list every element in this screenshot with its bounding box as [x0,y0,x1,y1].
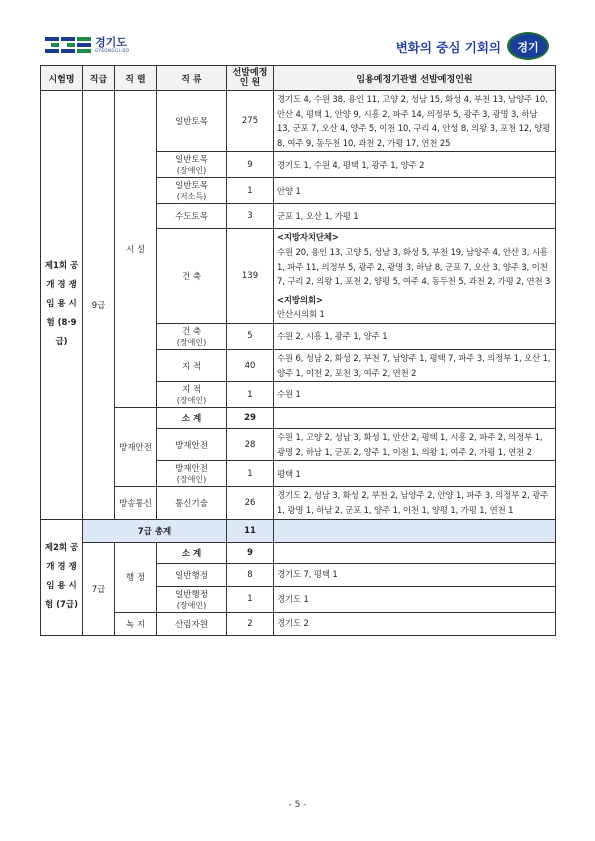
series-cell: 시 설 [115,91,157,408]
count-cell: 28 [227,429,274,461]
series-cell: 방송통신 [115,487,157,519]
series-cell: 행 정 [115,542,157,612]
agency-list [274,229,556,324]
agency-list: 수원 2, 시흥 1, 광주 1, 양주 1 [274,323,556,349]
type-cell: 일반행정 [157,563,227,586]
subtotal-label: 소 계 [157,408,227,429]
total-row [41,519,556,542]
count-cell: 1 [227,586,274,612]
col-header: 직급 [83,66,115,91]
agency-group-heading: <지방자치단체> [277,232,339,243]
type-cell: 방재안전 [157,429,227,461]
grade-cell: 9급 [83,91,115,520]
agency-list: 평택 1 [274,461,556,487]
subtotal-count: 9 [227,542,274,563]
type-cell: 일반토목 (저소득) [157,178,227,204]
exam-name: 제2회 공 개 경 쟁 임 용 시 험 (7급) [41,519,83,635]
agency-group-heading: <지방의회> [277,294,323,305]
slogan-text: 변화의 중심 기회의 [395,40,501,55]
type-cell: 일반토목 (장애인) [157,152,227,178]
type-cell: 건 축 (장애인) [157,323,227,349]
table-row [41,91,556,152]
type-cell: 일반토목 [157,91,227,152]
series-cell: 녹 지 [115,612,157,635]
agency-list: 수원 1, 고양 2, 성남 3, 화성 1, 안산 2, 평택 1, 시흥 2, 파주 2, 의정부 1, 광명 2, 하남 1, 군포 2, 양주 1, 이천 1, 의왕 1, 여주 2, 가평 1, 연천 2 [274,429,556,461]
count-cell: 275 [227,91,274,152]
type-cell: 통신기술 [157,487,227,519]
agency-list: 수원 6, 성남 2, 화성 2, 부천 7, 남양주 1, 평택 7, 파주 3, 의정부 1, 오산 1, 양주 1, 이천 2, 포천 3, 여주 2, 연천 2 [274,349,556,381]
agency-list: 경기도 2, 성남 3, 화성 2, 부천 2, 남양주 2, 안양 1, 파주 3, 의정부 2, 광주 1, 광명 1, 하남 2, 군포 1, 양주 1, 이천 1, 양평 1, 가평 1, 연천 1 [274,487,556,519]
slogan-badge [505,32,551,62]
count-cell: 5 [227,323,274,349]
subtotal-row [41,542,556,563]
agency-list: 경기도 7, 평택 1 [274,563,556,586]
subtotal-row [41,408,556,429]
count-cell: 3 [227,204,274,229]
empty-cell [274,542,556,563]
grade-cell: 7급 [83,542,115,635]
count-cell: 1 [227,382,274,408]
type-cell: 일반행정 (장애인) [157,586,227,612]
type-cell: 지 적 (장애인) [157,382,227,408]
table-row [41,612,556,635]
agency-list: 경기도 4, 수원 38, 용인 11, 고양 2, 성남 15, 화성 4, 부천 13, 남양주 10, 안산 4, 평택 1, 안양 9, 시흥 2, 파주 14, 의정부 5, 광주 3, 광명 3, 하남 13, 군포 7, 오산 4, 양주 5, 이천 10, 구리 4, 안성 8, 의왕 3, 포천 12, 양평 8, 여주 9, 동두천 10, 과천 2, 가평 17, 연천 25 [274,91,556,152]
count-cell: 8 [227,563,274,586]
count-cell: 40 [227,349,274,381]
logo-text: 경기도 [95,36,127,49]
col-header: 시험명 [41,66,83,91]
count-cell: 9 [227,152,274,178]
gyeonggi-logo [45,34,130,56]
table-header-row [41,66,556,91]
slogan [396,32,551,62]
agency-list: 군포 1, 오산 1, 가평 1 [274,204,556,229]
type-cell: 방재안전 (장애인) [157,461,227,487]
subtotal-label: 소 계 [157,542,227,563]
agency-list-text: 수원 20, 용인 13, 고양 5, 성남 3, 화성 5, 부천 19, 남양주 4, 안산 3, 시흥 1, 파주 11, 의정부 5, 광주 2, 광명 3, 하남 8, 군포 7, 오산 3, 양주 3, 이천 7, 구리 2, 의왕 1, 포천 2, 양평 5, 여주 4, 동두천 5, 과천 2, 가평 2, 연천 3 [277,246,551,287]
agency-list: 경기도 1 [274,586,556,612]
recruitment-table [40,65,556,636]
col-header: 직 렬 [115,66,157,91]
count-cell: 26 [227,487,274,519]
logo-mark-icon [45,37,91,53]
total-label: 7급 총계 [83,519,227,542]
agency-list: 안양 1 [274,178,556,204]
empty-cell [274,519,556,542]
agency-list-text: 안산시의회 1 [277,309,325,320]
agency-list: 수원 1 [274,382,556,408]
total-count: 11 [227,519,274,542]
agency-list: 경기도 1, 수원 4, 평택 1, 광주 1, 양주 2 [274,152,556,178]
col-header: 직 류 [157,66,227,91]
series-cell: 방재안전 [115,408,157,487]
count-cell: 1 [227,178,274,204]
count-cell: 1 [227,461,274,487]
col-header: 임용예정기관별 선발예정인원 [274,66,556,91]
type-cell: 건 축 [157,229,227,324]
count-cell: 139 [227,229,274,324]
exam-name: 제1회 공 개 경 쟁 임 용 시 험 (8·9급) [41,91,83,520]
table-row [41,487,556,519]
col-header: 선발예정 인 원 [227,66,274,91]
badge-text: 경기 [517,41,539,54]
empty-cell [274,408,556,429]
type-cell: 수도토목 [157,204,227,229]
subtotal-count: 29 [227,408,274,429]
type-cell: 산림자원 [157,612,227,635]
page-header [40,30,555,62]
count-cell: 2 [227,612,274,635]
agency-list: 경기도 2 [274,612,556,635]
type-cell: 지 적 [157,349,227,381]
logo-subtext: GYEONGGI-DO [95,48,130,53]
page-number: - 5 - [288,800,307,810]
